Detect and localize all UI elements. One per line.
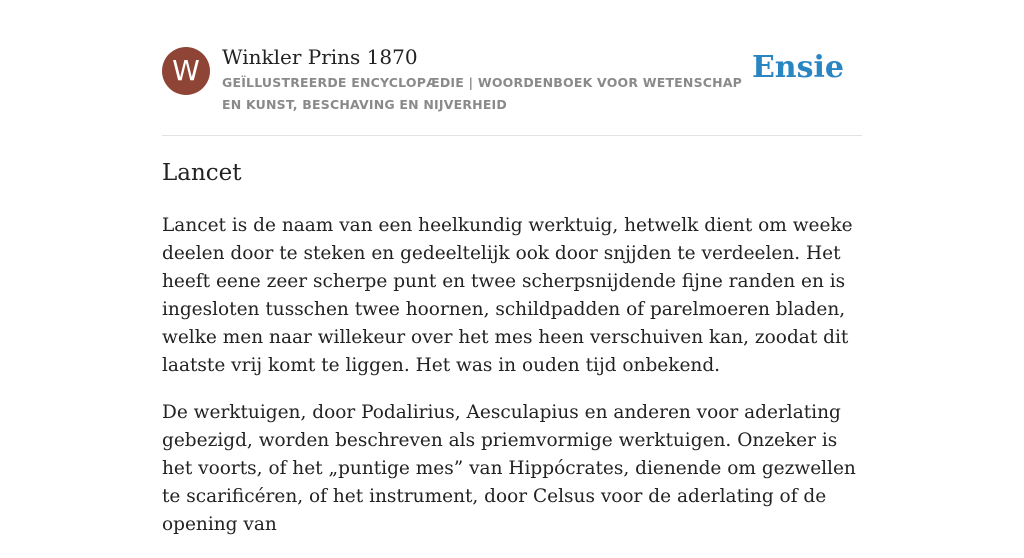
avatar[interactable]: W	[162, 47, 210, 95]
article-paragraph: Lancet is de naam van een heelkundig werktuig, hetwelk dient om weeke deelen door te steken en gedeeltelijk ook door snjjden te verdeelen. Het heeft eene zeer scherpe punt en twee scherpsnijdende fijne randen en is ingesloten tusschen twee hoornen, schildpadden of parelmoeren bladen, welke men naar willekeur over het mes heen verschuiven kan, zoodat dit laatste vrij komt te liggen. Het was in ouden tijd onbekend.	[162, 215, 853, 376]
ensie-logo[interactable]: Ensie	[751, 50, 844, 85]
site-title[interactable]: Winkler Prins 1870	[222, 45, 418, 69]
article-paragraph: De werktuigen, door Podalirius, Aesculapius en anderen voor aderlating gebezigd, worden beschreven als priemvormige werktuigen. Onzeker is het voorts, of het „puntige mes” van Hippócrates, dienende om gezwellen te scarificéren, of het instrument, door Celsus voor de aderlating of de opening van	[162, 402, 856, 535]
site-subtitle: GEÏLLUSTREERDE ENCYCLOPÆDIE | WOORDENBOEK VOOR WETENSCHAP EN KUNST, BESCHAVING EN NIJVERHEID	[222, 75, 743, 112]
content-container	[162, 0, 862, 535]
article-title: Lancet	[162, 160, 242, 186]
article-body	[162, 212, 862, 558]
site-header	[162, 0, 862, 136]
